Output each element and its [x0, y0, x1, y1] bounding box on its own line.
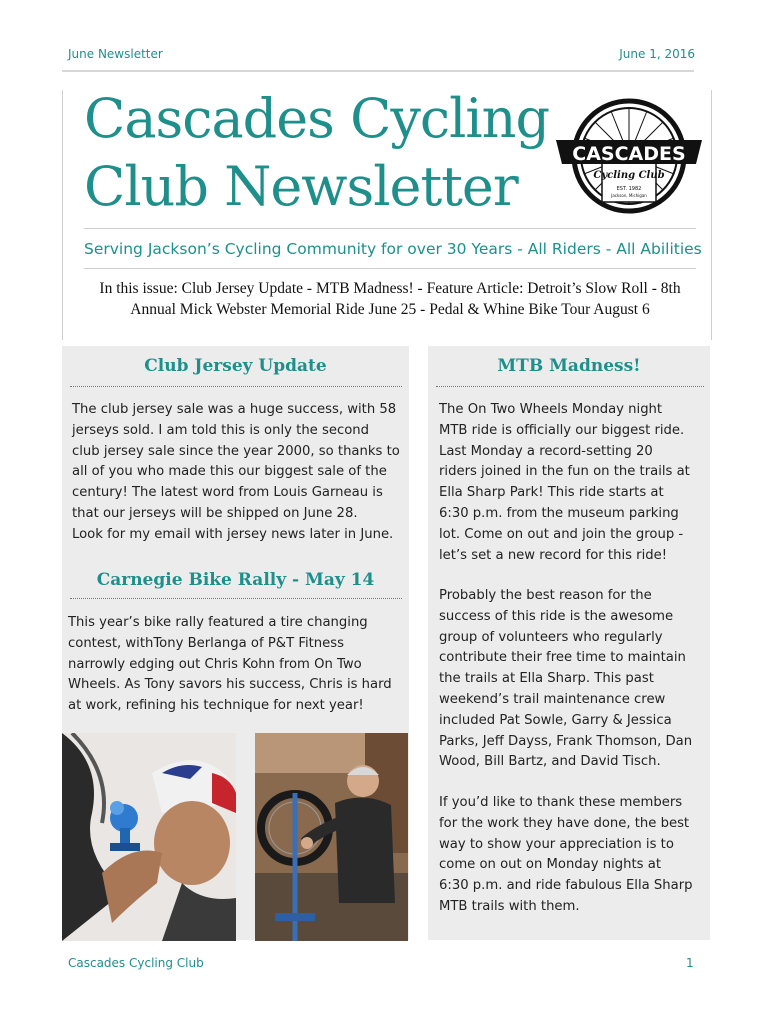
mtb-heading: MTB Madness! — [497, 356, 641, 376]
jersey-body: The club jersey sale was a huge success, with 58 jerseys sold. I am told this is only the second club jersey sale since the year 2000, so thanks to all of you who made this our biggest sale of the century! The latest word from Louis Garneau is that our jerseys will be shipped on June 28. Look for my email with jersey news later in June. — [72, 402, 400, 542]
running-header-left: June Newsletter — [68, 47, 163, 61]
title-line-1: Cascades Cycling — [84, 87, 550, 150]
mtb-divider — [436, 386, 704, 387]
mtb-paragraph-3: If you’d like to thank these members for the work they have done, the best way to show your appreciation is to come on out on Monday nights at 6:30 p.m. and ride fabulous Ella Sharp MTB trails with them. — [439, 795, 693, 914]
tagline-rule-top — [84, 228, 696, 229]
tagline-rule-bottom — [84, 268, 696, 269]
rally-divider — [70, 598, 402, 599]
logo-sub: Cycling Club — [593, 170, 665, 181]
logo-est: EST. 1982 — [616, 186, 642, 192]
title-line-2: Club Newsletter — [84, 155, 518, 218]
tagline: Serving Jackson’s Cycling Community for over 30 Years - All Riders - All Abilities — [84, 240, 702, 258]
running-header-date: June 1, 2016 — [619, 47, 695, 61]
mtb-paragraph-1: The On Two Wheels Monday night MTB ride is officially our biggest ride. Last Monday a record-setting 20 riders joined in the fun on the trails at Ella Sharp Park! This ride starts at 6:30 p.m. from the museum parking lot. Come on out and join the group - let’s set a new record for this ride! — [439, 402, 690, 563]
rally-body: This year’s bike rally featured a tire changing contest, withTony Berlanga of P&T Fitness narrowly edging out Chris Kohn from On Two Wheels. As Tony savors his success, Chris is hard at work, refining his technique for next year! — [68, 615, 392, 714]
in-this-issue — [80, 278, 700, 320]
page-number: 1 — [686, 956, 694, 970]
issue-line-2: Annual Mick Webster Memorial Ride June 25 - Pedal & Whine Bike Tour August 6 — [130, 301, 650, 318]
jersey-heading: Club Jersey Update — [144, 356, 327, 376]
mtb-paragraph-2: Probably the best reason for the success of this ride is the awesome group of volunteers who regularly contribute their free time to maintain the trails at Ella Sharp. This past weekend’s trail maintenance crew included Pat Sowle, Garry & Jessica Parks, Jeff Dayss, Frank Thomson, Dan Wood, Bill Bartz, and David Tisch. — [439, 588, 693, 770]
photo-tony-trophy — [62, 733, 236, 941]
logo-place: Jackson, Michigan — [611, 193, 647, 198]
jersey-divider — [70, 386, 402, 387]
newsletter-title — [84, 85, 549, 221]
header-divider — [62, 70, 694, 72]
footer-club-name: Cascades Cycling Club — [68, 956, 204, 970]
rally-heading: Carnegie Bike Rally - May 14 — [96, 570, 375, 590]
issue-line-1: In this issue: Club Jersey Update - MTB Madness! - Feature Article: Detroit’s Slow Roll - 8th — [99, 280, 681, 297]
cascades-logo — [556, 98, 702, 218]
photo-chris-repair — [255, 733, 408, 941]
logo-name: CASCADES — [572, 143, 686, 165]
